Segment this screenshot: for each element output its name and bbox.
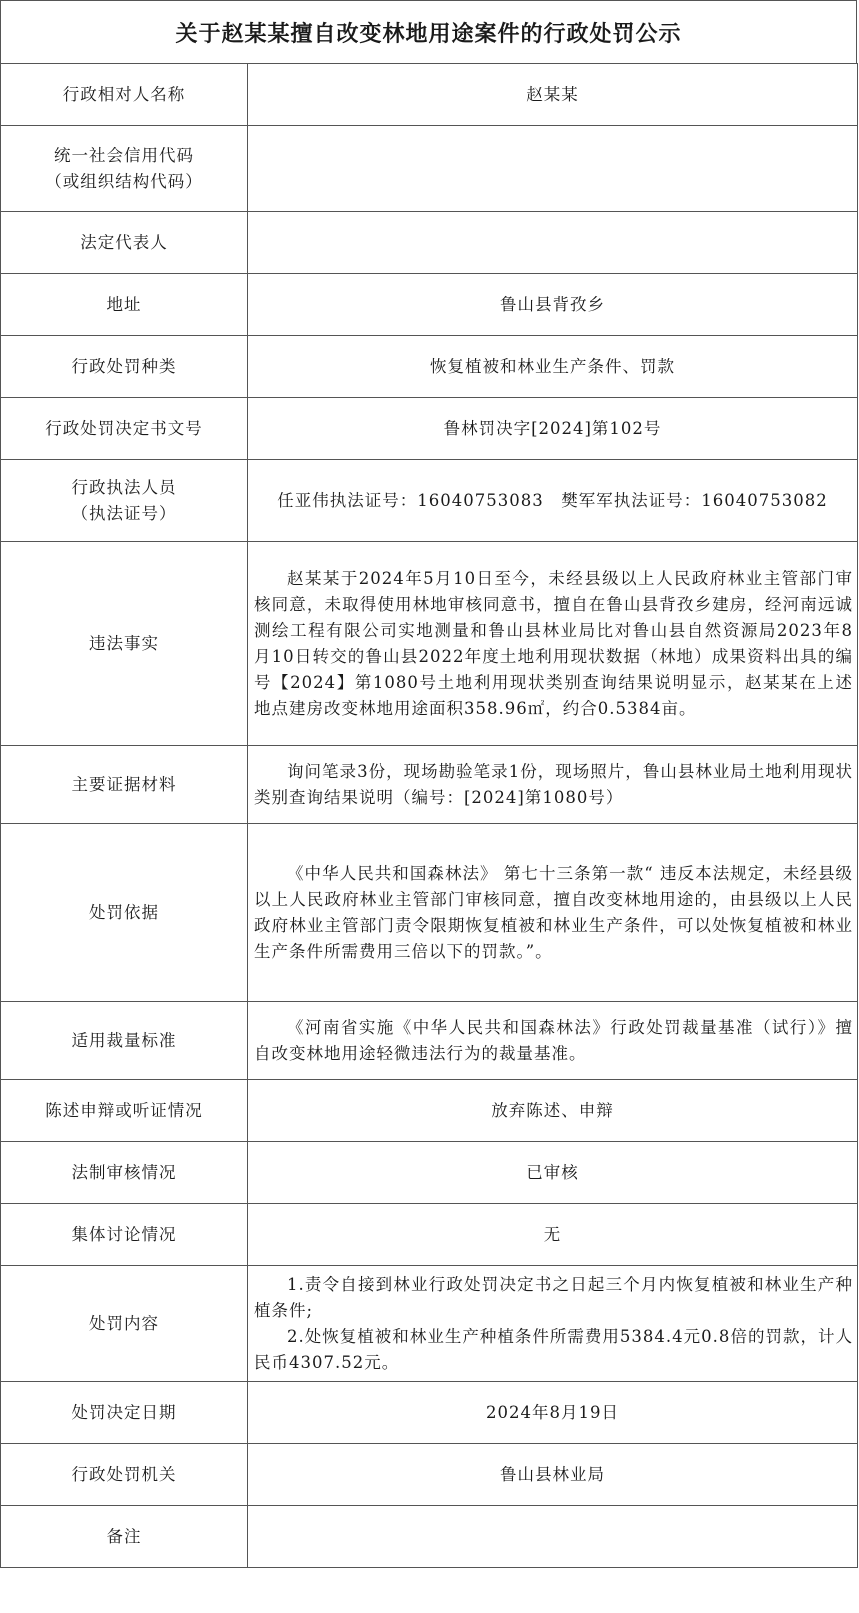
table-row [1, 460, 858, 542]
row-label: 陈述申辩或听证情况 [1, 1080, 248, 1142]
row-label: 行政处罚决定书文号 [1, 398, 248, 460]
penalty-item: 1.责令自接到林业行政处罚决定书之日起三个月内恢复植被和林业生产种植条件; [254, 1274, 853, 1320]
label-line: （或组织结构代码） [45, 171, 203, 191]
paragraph-text: 赵某某于2024年5月10日至今，未经县级以上人民政府林业主管部门审核同意，未取得使用林地审核同意书，擅自在鲁山县背孜乡建房，经河南远诚测绘工程有限公司实地测量和鲁山县林业局比对鲁山县自然资源局2023年8月10日转交的鲁山县2022年度土地利用现状数据（林地）成果资料出具的编号【2024】第1080号土地利用现状类别查询结果说明显示，赵某某在上述地点建房改变林地用途面积358.96㎡，约合0.5384亩。 [254, 568, 853, 718]
table-row [1, 1080, 858, 1142]
label-line: （执法证号） [71, 503, 177, 523]
paragraph-text: 《河南省实施《中华人民共和国森林法》行政处罚裁量基准（试行）》擅自改变林地用途轻微违法行为的裁量基准。 [254, 1017, 853, 1063]
row-label: 适用裁量标准 [1, 1002, 248, 1080]
row-value [248, 1506, 858, 1568]
row-value [248, 126, 858, 212]
penalty-info-table [0, 63, 858, 1568]
row-label: 法制审核情况 [1, 1142, 248, 1204]
row-value [248, 824, 858, 1002]
row-value: 放弃陈述、申辩 [248, 1080, 858, 1142]
row-label: 行政处罚种类 [1, 336, 248, 398]
row-value [248, 1002, 858, 1080]
row-value: 无 [248, 1204, 858, 1266]
table-row [1, 398, 858, 460]
table-row [1, 126, 858, 212]
row-label: 行政相对人名称 [1, 64, 248, 126]
table-row [1, 1506, 858, 1568]
table-row [1, 542, 858, 746]
table-row [1, 1444, 858, 1506]
penalty-item: 2.处恢复植被和林业生产种植条件所需费用5384.4元0.8倍的罚款，计人民币4307.52元。 [254, 1326, 853, 1372]
label-line: 行政执法人员 [71, 477, 177, 497]
row-label [1, 460, 248, 542]
row-label [1, 126, 248, 212]
row-value [248, 542, 858, 746]
table-row [1, 336, 858, 398]
row-label: 处罚内容 [1, 1266, 248, 1382]
row-value: 赵某某 [248, 64, 858, 126]
row-label: 违法事实 [1, 542, 248, 746]
table-row [1, 212, 858, 274]
row-value [248, 746, 858, 824]
row-label: 处罚决定日期 [1, 1382, 248, 1444]
document-title: 关于赵某某擅自改变林地用途案件的行政处罚公示 [0, 0, 857, 63]
table-row [1, 1142, 858, 1204]
label-line: 统一社会信用代码 [54, 145, 194, 165]
row-value: 恢复植被和林业生产条件、罚款 [248, 336, 858, 398]
row-value [248, 212, 858, 274]
row-label: 处罚依据 [1, 824, 248, 1002]
row-value: 鲁山县林业局 [248, 1444, 858, 1506]
table-row [1, 1002, 858, 1080]
row-value: 鲁山县背孜乡 [248, 274, 858, 336]
row-label: 法定代表人 [1, 212, 248, 274]
paragraph-text: 询问笔录3份，现场勘验笔录1份，现场照片，鲁山县林业局土地利用现状类别查询结果说明（编号：[2024]第1080号） [254, 761, 853, 807]
row-label: 行政处罚机关 [1, 1444, 248, 1506]
paragraph-text: 《中华人民共和国森林法》 第七十三条第一款“ 违反本法规定，未经县级以上人民政府林业主管部门审核同意，擅自改变林地用途的，由县级以上人民政府林业主管部门责令限期恢复植被和林业生产条件，可以处恢复植被和林业生产条件所需费用三倍以下的罚款。”。 [254, 863, 853, 961]
table-row [1, 1266, 858, 1382]
table-row [1, 64, 858, 126]
row-value: 已审核 [248, 1142, 858, 1204]
table-row [1, 1204, 858, 1266]
row-value [248, 1266, 858, 1382]
table-row [1, 274, 858, 336]
row-value: 任亚伟执法证号：16040753083 樊军军执法证号：16040753082 [248, 460, 858, 542]
row-label: 主要证据材料 [1, 746, 248, 824]
table-row [1, 824, 858, 1002]
row-label: 集体讨论情况 [1, 1204, 248, 1266]
row-value: 鲁林罚决字[2024]第102号 [248, 398, 858, 460]
table-row [1, 1382, 858, 1444]
row-value: 2024年8月19日 [248, 1382, 858, 1444]
table-row [1, 746, 858, 824]
row-label: 备注 [1, 1506, 248, 1568]
row-label: 地址 [1, 274, 248, 336]
